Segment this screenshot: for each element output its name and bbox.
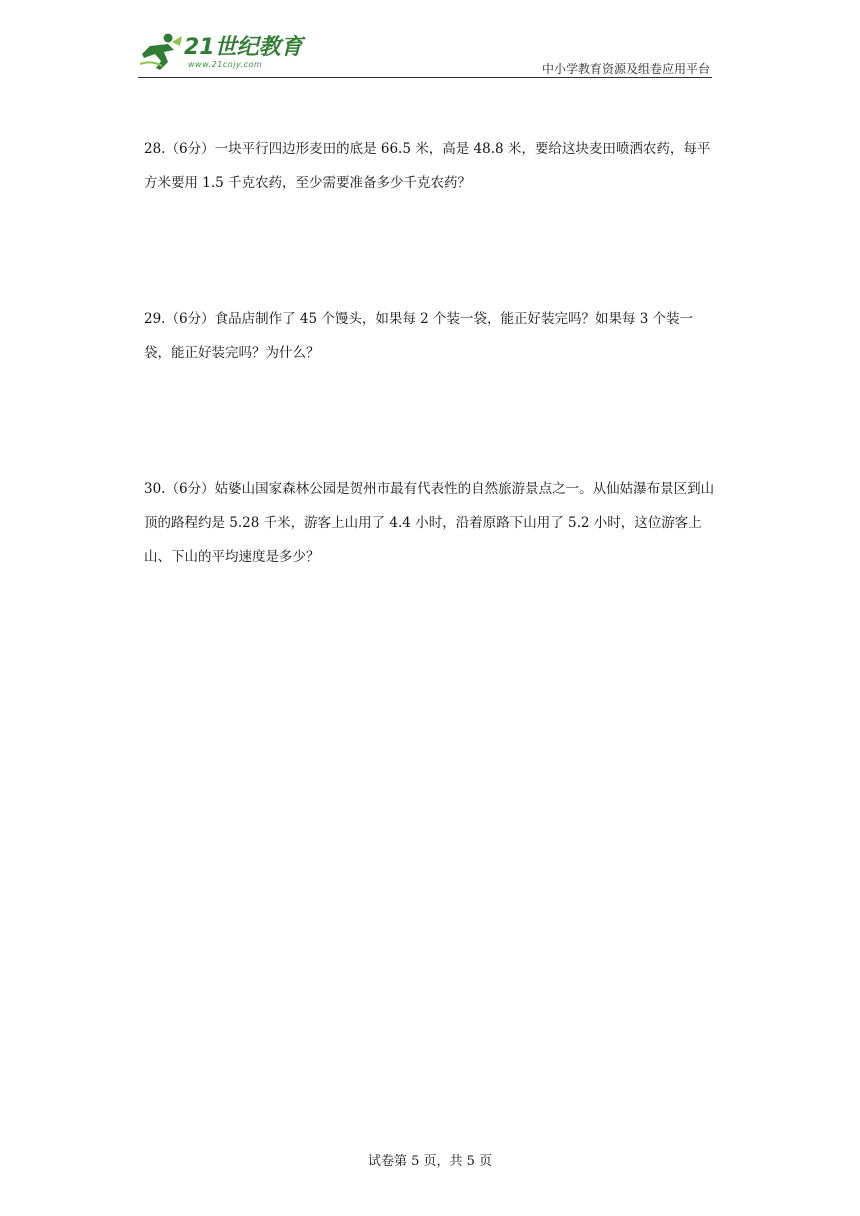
page-footer: 试卷第 5 页，共 5 页 — [367, 1154, 493, 1169]
logo — [138, 30, 308, 76]
question-score: （6分） — [165, 311, 215, 327]
page-header — [138, 30, 712, 78]
logo-text: 21世纪教育 — [184, 35, 303, 60]
question-text: 食品店制作了 45 个馒头，如果每 2 个装一袋，能正好装完吗？如果每 3 个装一袋，能正好装完吗？为什么？ — [144, 311, 694, 361]
question-number: 30. — [144, 481, 166, 497]
question-number: 29. — [144, 311, 166, 327]
question-score: （6分） — [165, 481, 215, 497]
runner-icon — [138, 32, 184, 72]
question-30 — [144, 472, 716, 574]
question-score: （6分） — [165, 141, 215, 157]
logo-url: www.21cnjy.com — [188, 60, 263, 69]
platform-title: 中小学教育资源及组卷应用平台 — [541, 62, 710, 76]
question-29 — [144, 302, 716, 370]
header-divider — [138, 77, 712, 78]
question-28 — [144, 132, 716, 200]
question-text: 姑婆山国家森林公园是贺州市最有代表性的自然旅游景点之一。从仙姑瀑布景区到山顶的路程约是 5.28 千米，游客上山用了 4.4 小时，沿着原路下山用了 5.2 小时，这位游客上山、下山的平均速度是多少？ — [144, 481, 715, 565]
question-number: 28. — [144, 141, 166, 157]
question-text: 一块平行四边形麦田的底是 66.5 米，高是 48.8 米，要给这块麦田喷洒农药，每平方米要用 1.5 千克农药，至少需要准备多少千克农药？ — [144, 141, 711, 191]
